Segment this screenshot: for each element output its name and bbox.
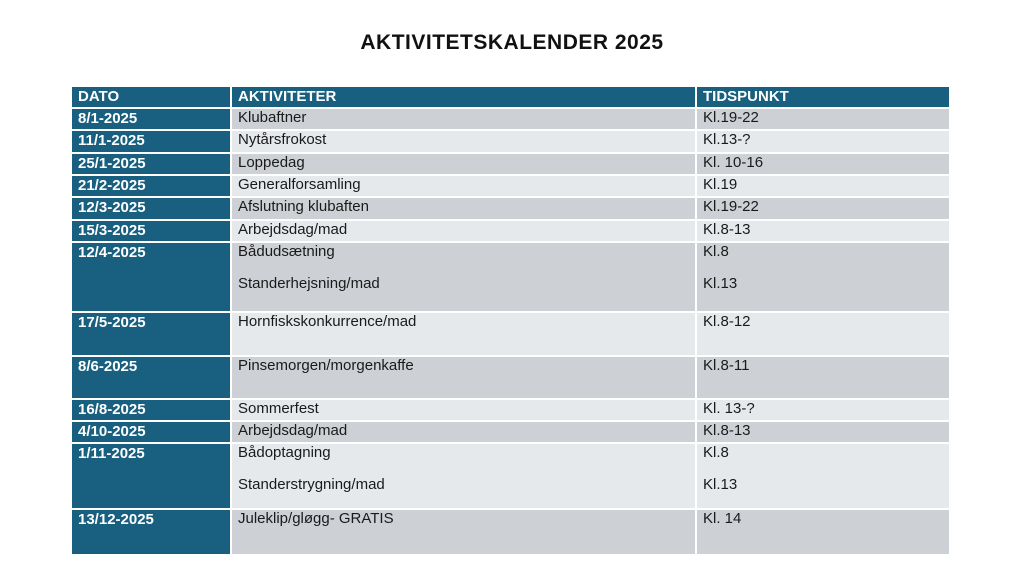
date-cell: 17/5-2025: [72, 313, 230, 355]
time-text: [703, 260, 945, 276]
activity-text: Standerstrygning/mad: [238, 476, 385, 493]
time-text: Kl.13-?: [703, 131, 751, 148]
table-header-row: [72, 87, 949, 107]
time-cell: [697, 109, 949, 129]
time-text: Kl. 13-?: [703, 400, 755, 417]
activity-cell: [232, 109, 695, 129]
date-cell: 11/1-2025: [72, 131, 230, 152]
column-header-tidspunkt: TIDSPUNKT: [697, 87, 949, 107]
activity-cell: [232, 154, 695, 174]
date-cell: 12/3-2025: [72, 198, 230, 219]
time-cell: [697, 154, 949, 174]
activity-text: Arbejdsdag/mad: [238, 422, 348, 439]
time-text: Kl.19-22: [703, 109, 759, 126]
time-cell: [697, 422, 949, 442]
date-cell: 25/1-2025: [72, 154, 230, 174]
calendar-table-body: [72, 109, 949, 554]
activity-cell: [232, 243, 695, 311]
activity-text: Juleklip/gløgg- GRATIS: [238, 510, 394, 527]
table-row: [72, 444, 949, 508]
time-cell: [697, 221, 949, 241]
activity-cell: [232, 131, 695, 152]
table-row: [72, 510, 949, 554]
activity-text: Bådoptagning: [238, 444, 331, 461]
activity-cell: [232, 176, 695, 196]
activity-cell: [232, 422, 695, 442]
page-title: AKTIVITETSKALENDER 2025: [360, 31, 664, 54]
table-row: [72, 243, 949, 311]
activity-cell: [232, 444, 695, 508]
time-cell: [697, 131, 949, 152]
activity-cell: [232, 357, 695, 398]
date-cell: 8/1-2025: [72, 109, 230, 129]
time-cell: [697, 400, 949, 420]
time-text: Kl.19: [703, 176, 738, 193]
time-cell: [697, 198, 949, 219]
column-header-aktiviteter: AKTIVITETER: [232, 87, 695, 107]
activity-cell: [232, 510, 695, 554]
date-cell: 8/6-2025: [72, 357, 230, 398]
date-cell: 1/11-2025: [72, 444, 230, 508]
table-row: [72, 357, 949, 398]
date-cell: 16/8-2025: [72, 400, 230, 420]
activity-text: Generalforsamling: [238, 176, 361, 193]
time-cell: [697, 357, 949, 398]
table-row: [72, 131, 949, 152]
table-row: [72, 109, 949, 129]
time-cell: [697, 510, 949, 554]
activity-cell: [232, 198, 695, 219]
activity-text: Arbejdsdag/mad: [238, 221, 348, 238]
table-row: [72, 422, 949, 442]
time-cell: [697, 313, 949, 355]
activity-text: Nytårsfrokost: [238, 131, 327, 148]
time-text: Kl.8-11: [703, 357, 750, 374]
activity-cell: [232, 313, 695, 355]
activity-text: [238, 461, 691, 477]
activity-calendar-table: [70, 85, 951, 556]
time-text: Kl.8: [703, 243, 729, 260]
table-row: [72, 313, 949, 355]
activity-text: Afslutning klubaften: [238, 198, 369, 215]
activity-text: Loppedag: [238, 154, 305, 171]
time-text: Kl.8: [703, 444, 729, 461]
activity-text: [238, 260, 691, 276]
activity-text: Bådudsætning: [238, 243, 335, 260]
date-cell: 15/3-2025: [72, 221, 230, 241]
activity-text: Sommerfest: [238, 400, 319, 417]
table-row: [72, 198, 949, 219]
activity-text: Pinsemorgen/morgenkaffe: [238, 357, 414, 374]
time-text: Kl.8-12: [703, 313, 751, 330]
time-text: Kl. 10-16: [703, 154, 764, 171]
table-row: [72, 154, 949, 174]
activity-text: Hornfiskskonkurrence/mad: [238, 313, 417, 330]
time-text: Kl.13: [703, 476, 738, 493]
table-row: [72, 221, 949, 241]
date-cell: 4/10-2025: [72, 422, 230, 442]
time-text: [703, 461, 945, 477]
date-cell: 12/4-2025: [72, 243, 230, 311]
time-text: Kl.8-13: [703, 221, 751, 238]
time-text: Kl.19-22: [703, 198, 759, 215]
table-row: [72, 176, 949, 196]
activity-cell: [232, 400, 695, 420]
time-cell: [697, 243, 949, 311]
table-row: [72, 400, 949, 420]
date-cell: 13/12-2025: [72, 510, 230, 554]
activity-text: Klubaftner: [238, 109, 307, 126]
time-text: Kl.13: [703, 275, 738, 292]
time-text: Kl. 14: [703, 510, 742, 527]
time-cell: [697, 176, 949, 196]
activity-cell: [232, 221, 695, 241]
column-header-dato: DATO: [72, 87, 230, 107]
time-cell: [697, 444, 949, 508]
activity-text: Standerhejsning/mad: [238, 275, 380, 292]
time-text: Kl.8-13: [703, 422, 751, 439]
date-cell: 21/2-2025: [72, 176, 230, 196]
